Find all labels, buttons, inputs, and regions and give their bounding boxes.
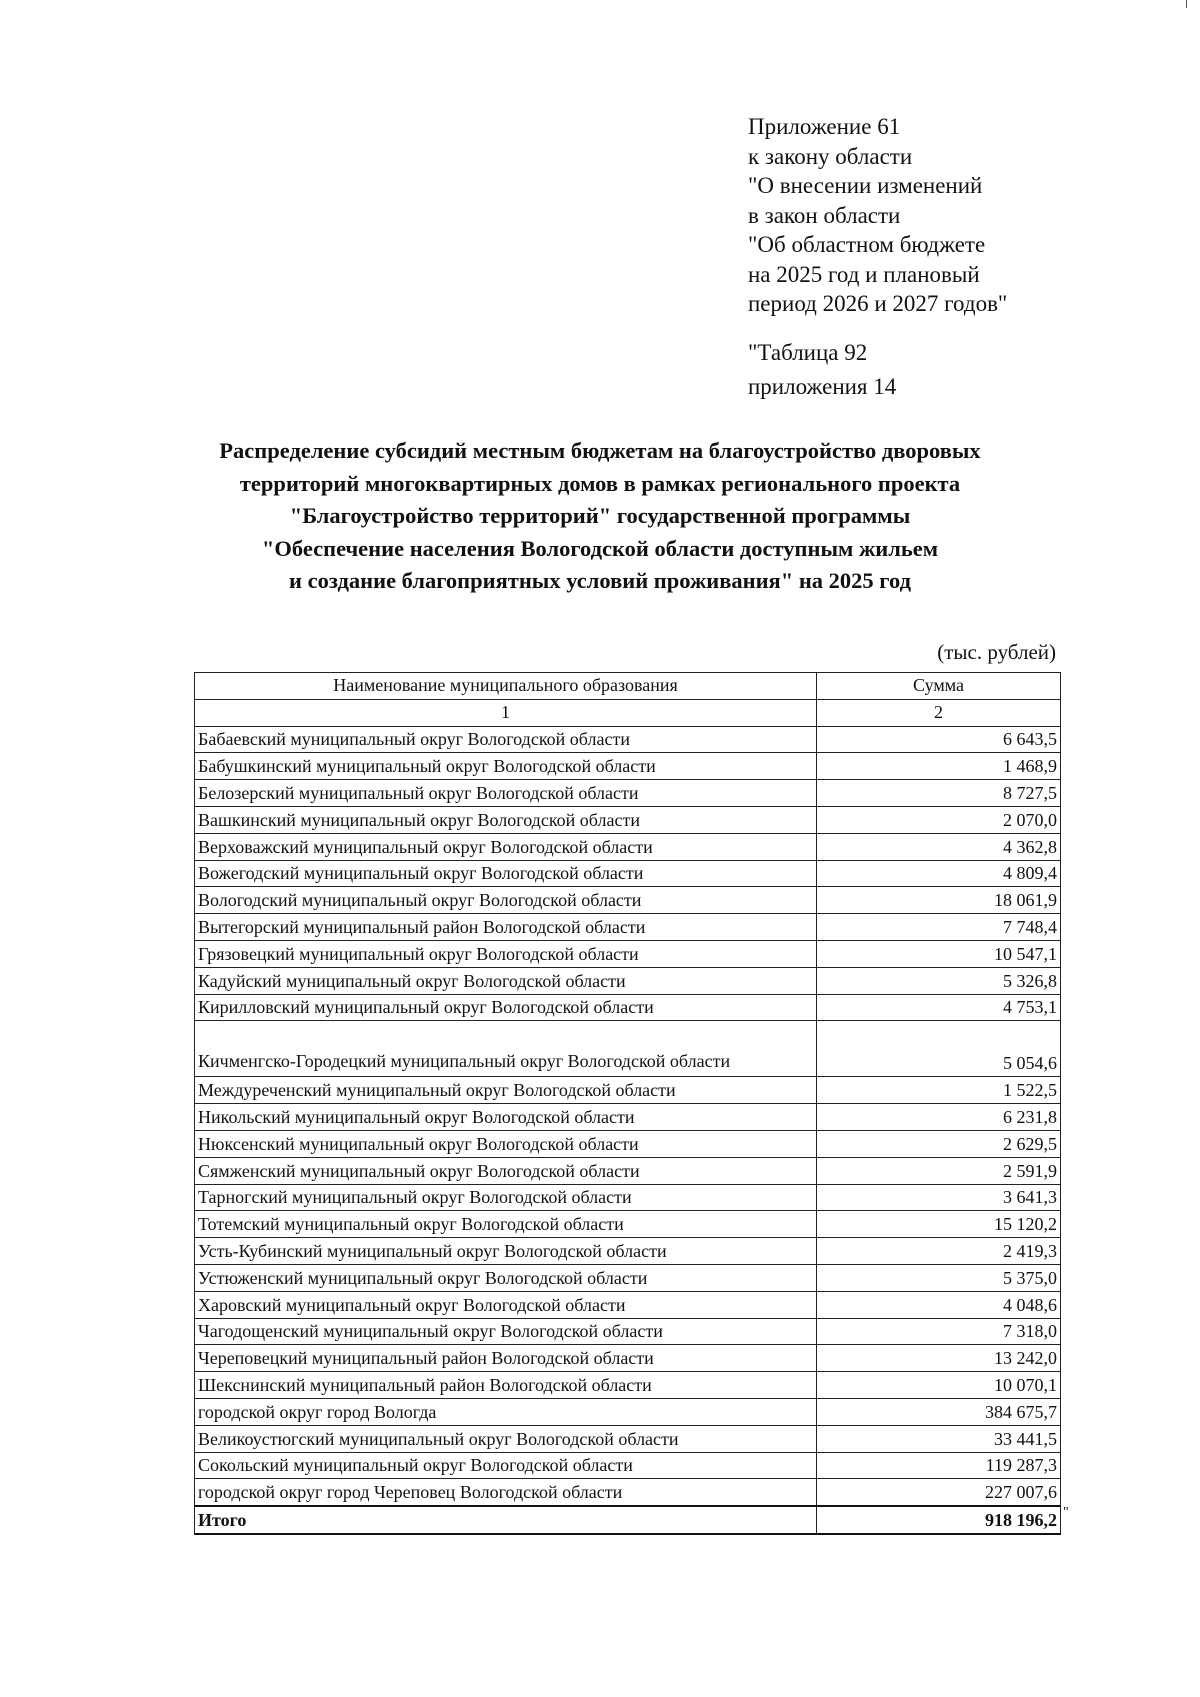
municipality-name-cell: Кичменгско-Городецкий муниципальный округ Вологодской области	[195, 1021, 817, 1077]
subsidy-sum-cell: 13 242,0	[817, 1345, 1061, 1372]
municipality-name-cell: Устюженский муниципальный округ Вологодской области	[195, 1264, 817, 1291]
table-header-row	[195, 673, 1061, 700]
table-row	[195, 1452, 1061, 1479]
document-title-line: и создание благоприятных условий проживания" на 2025 год	[289, 568, 911, 593]
units-label: (тыс. рублей)	[937, 640, 1056, 664]
subsidy-sum-cell: 7 318,0	[817, 1318, 1061, 1345]
document-title-line: "Благоустройство территорий" государственной программы	[289, 503, 911, 528]
document-title-line: "Обеспечение населения Вологодской области доступным жильем	[261, 535, 939, 561]
scan-corner-mark	[1186, 0, 1187, 8]
municipality-name-cell: Чагодощенский муниципальный округ Вологодской области	[195, 1318, 817, 1345]
subsidy-sum-cell: 2 070,0	[817, 806, 1061, 833]
subsidy-sum-cell: 5 375,0	[817, 1264, 1061, 1291]
municipality-name-cell: Кадуйский муниципальный округ Вологодской области	[195, 967, 817, 994]
column-header-sum: Сумма	[817, 673, 1061, 700]
table-row	[195, 1264, 1061, 1291]
subsidy-sum-cell: 2 629,5	[817, 1130, 1061, 1157]
subsidy-sum-cell: 227 007,6	[817, 1479, 1061, 1506]
municipality-name-cell: Харовский муниципальный округ Вологодской области	[195, 1291, 817, 1318]
appendix-header	[748, 112, 1007, 319]
municipality-name-cell: Кирилловский муниципальный округ Вологодской области	[195, 994, 817, 1021]
appendix-header-line: к закону области	[748, 143, 913, 169]
table-body	[195, 726, 1061, 1534]
subsidy-sum-cell: 18 061,9	[817, 887, 1061, 914]
municipality-name-cell: Белозерский муниципальный округ Вологодской области	[195, 780, 817, 807]
appendix-header-line: "Об областном бюджете	[748, 232, 986, 257]
table-row	[195, 860, 1061, 887]
subsidy-sum-cell: 10 547,1	[817, 940, 1061, 967]
subsidy-sum-cell: 4 809,4	[817, 860, 1061, 887]
subsidy-sum-cell: 1 468,9	[817, 753, 1061, 780]
municipality-name-cell: городской округ город Череповец Вологодской области	[195, 1479, 817, 1506]
municipality-name-cell: Нюксенский муниципальный округ Вологодской области	[195, 1130, 817, 1157]
column-header-name: Наименование муниципального образования	[195, 673, 817, 700]
municipality-name-cell: Шекснинский муниципальный район Вологодской области	[195, 1372, 817, 1399]
table-row	[195, 887, 1061, 914]
column-number: 2	[817, 699, 1061, 726]
municipality-name-cell: Никольский муниципальный округ Вологодской области	[195, 1104, 817, 1131]
subsidy-sum-cell: 6 231,8	[817, 1104, 1061, 1131]
table-row	[195, 1104, 1061, 1131]
table-row	[195, 994, 1061, 1021]
table-row	[195, 1425, 1061, 1452]
municipality-name-cell: Сокольский муниципальный округ Вологодской области	[195, 1452, 817, 1479]
subsidy-sum-cell: 1 522,5	[817, 1077, 1061, 1104]
table-row	[195, 1479, 1061, 1506]
table-row	[195, 833, 1061, 860]
table-row	[195, 1077, 1061, 1104]
subsidy-sum-cell: 2 591,9	[817, 1157, 1061, 1184]
table-row	[195, 806, 1061, 833]
subsidy-sum-cell: 6 643,5	[817, 726, 1061, 753]
subsidy-sum-cell: 384 675,7	[817, 1398, 1061, 1425]
table-row	[195, 1238, 1061, 1265]
municipality-name-cell: Бабаевский муниципальный округ Вологодской области	[195, 726, 817, 753]
municipality-name-cell: Тарногский муниципальный округ Вологодской области	[195, 1184, 817, 1211]
table-reference	[748, 336, 896, 404]
municipality-name-cell: Вожегодский муниципальный округ Вологодской области	[195, 860, 817, 887]
table-row	[195, 1184, 1061, 1211]
subsidy-sum-cell: 33 441,5	[817, 1425, 1061, 1452]
appendix-header-line: в закон области	[748, 202, 901, 228]
subsidy-sum-cell: 4 362,8	[817, 833, 1061, 860]
table-row	[195, 780, 1061, 807]
subsidy-sum-cell: 5 054,6	[817, 1021, 1061, 1077]
column-number: 1	[195, 699, 817, 726]
appendix-header-line: "О внесении изменений	[748, 173, 983, 198]
closing-quote-mark: "	[1063, 1505, 1069, 1520]
subsidy-table	[194, 672, 1061, 1535]
municipality-name-cell: Вытегорский муниципальный район Вологодской области	[195, 914, 817, 941]
subsidy-sum-cell: 8 727,5	[817, 780, 1061, 807]
municipality-name-cell: Междуреченский муниципальный округ Вологодской области	[195, 1077, 817, 1104]
appendix-header-line: на 2025 год и плановый	[748, 261, 980, 287]
total-label-cell: Итого	[195, 1506, 817, 1534]
table-row	[195, 1345, 1061, 1372]
table-row	[195, 1318, 1061, 1345]
municipality-name-cell: Великоустюгский муниципальный округ Вологодской области	[195, 1425, 817, 1452]
table-total-row	[195, 1506, 1061, 1534]
subsidy-sum-cell: 4 048,6	[817, 1291, 1061, 1318]
municipality-name-cell: Грязовецкий муниципальный округ Вологодской области	[195, 940, 817, 967]
table-row	[195, 1157, 1061, 1184]
table-row	[195, 1372, 1061, 1399]
municipality-name-cell: Бабушкинский муниципальный округ Вологодской области	[195, 753, 817, 780]
subsidy-sum-cell: 7 748,4	[817, 914, 1061, 941]
table-column-number-row	[195, 699, 1061, 726]
table-reference-line: "Таблица 92	[748, 340, 868, 365]
municipality-name-cell: Усть-Кубинский муниципальный округ Вологодской области	[195, 1238, 817, 1265]
municipality-name-cell: Тотемский муниципальный округ Вологодской области	[195, 1211, 817, 1238]
subsidy-sum-cell: 5 326,8	[817, 967, 1061, 994]
total-sum-cell: 918 196,2	[817, 1506, 1061, 1534]
table-row	[195, 1291, 1061, 1318]
table-row	[195, 1130, 1061, 1157]
table-row	[195, 726, 1061, 753]
municipality-name-cell: городской округ город Вологда	[195, 1398, 817, 1425]
subsidy-sum-cell: 119 287,3	[817, 1452, 1061, 1479]
table-row	[195, 1398, 1061, 1425]
table-row	[195, 967, 1061, 994]
municipality-name-cell: Сямженский муниципальный округ Вологодской области	[195, 1157, 817, 1184]
subsidy-sum-cell: 2 419,3	[817, 1238, 1061, 1265]
subsidy-sum-cell: 4 753,1	[817, 994, 1061, 1021]
document-title	[150, 435, 1050, 598]
table-row	[195, 1021, 1061, 1077]
municipality-name-cell: Вологодский муниципальный округ Вологодской области	[195, 887, 817, 914]
table-row	[195, 1211, 1061, 1238]
subsidy-sum-cell: 10 070,1	[817, 1372, 1061, 1399]
table-reference-line: приложения 14	[748, 374, 897, 399]
appendix-header-line: период 2026 и 2027 годов"	[748, 291, 1008, 316]
municipality-name-cell: Череповецкий муниципальный район Вологодской области	[195, 1345, 817, 1372]
municipality-name-cell: Вашкинский муниципальный округ Вологодской области	[195, 806, 817, 833]
table-row	[195, 753, 1061, 780]
document-title-line: территорий многоквартирных домов в рамках регионального проекта	[239, 470, 961, 496]
table-row	[195, 940, 1061, 967]
municipality-name-cell: Верховажский муниципальный округ Вологодской области	[195, 833, 817, 860]
table-row	[195, 914, 1061, 941]
appendix-header-line: Приложение 61	[748, 114, 901, 139]
document-title-line: Распределение субсидий местным бюджетам на благоустройство дворовых	[219, 438, 981, 463]
subsidy-sum-cell: 3 641,3	[817, 1184, 1061, 1211]
subsidy-sum-cell: 15 120,2	[817, 1211, 1061, 1238]
